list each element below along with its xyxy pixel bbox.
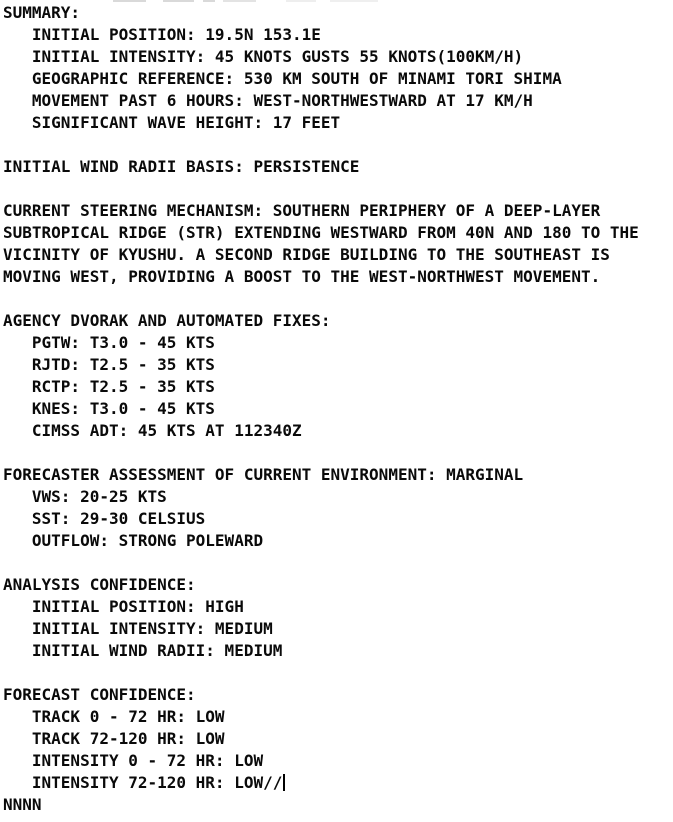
analysis-position-line: INITIAL POSITION: HIGH (3, 597, 244, 616)
steering-mechanism-line-2: SUBTROPICAL RIDGE (STR) EXTENDING WESTWARD FROM 40N AND 180 TO THE (3, 223, 639, 242)
intensity-72-120-text: INTENSITY 72-120 HR: LOW// (3, 773, 283, 792)
fixes-header-line: AGENCY DVORAK AND AUTOMATED FIXES: (3, 311, 331, 330)
initial-position-line: INITIAL POSITION: 19.5N 153.1E (3, 25, 321, 44)
environment-assessment-line: FORECASTER ASSESSMENT OF CURRENT ENVIRONMENT: MARGINAL (3, 465, 524, 484)
fix-rjtd-line: RJTD: T2.5 - 35 KTS (3, 355, 215, 374)
fix-cimss-line: CIMSS ADT: 45 KTS AT 112340Z (3, 421, 302, 440)
steering-mechanism-line-1: CURRENT STEERING MECHANISM: SOUTHERN PERIPHERY OF A DEEP-LAYER (3, 201, 601, 220)
sst-line: SST: 29-30 CELSIUS (3, 509, 206, 528)
blank-line (3, 442, 671, 464)
blank-line (3, 178, 671, 200)
analysis-confidence-header-line: ANALYSIS CONFIDENCE: (3, 575, 196, 594)
blank-line (3, 552, 671, 574)
fix-pgtw-line: PGTW: T3.0 - 45 KTS (3, 333, 215, 352)
fix-rctp-line: RCTP: T2.5 - 35 KTS (3, 377, 215, 396)
wave-height-line: SIGNIFICANT WAVE HEIGHT: 17 FEET (3, 113, 341, 132)
forecast-confidence-header-line: FORECAST CONFIDENCE: (3, 685, 196, 704)
analysis-wind-radii-line: INITIAL WIND RADII: MEDIUM (3, 641, 283, 660)
intensity-0-72-line: INTENSITY 0 - 72 HR: LOW (3, 751, 264, 770)
wind-radii-basis-line: INITIAL WIND RADII BASIS: PERSISTENCE (3, 157, 360, 176)
fix-knes-line: KNES: T3.0 - 45 KTS (3, 399, 215, 418)
track-0-72-line: TRACK 0 - 72 HR: LOW (3, 707, 225, 726)
blank-line (3, 662, 671, 684)
geographic-reference-line: GEOGRAPHIC REFERENCE: 530 KM SOUTH OF MINAMI TORI SHIMA (3, 69, 562, 88)
steering-mechanism-line-4: MOVING WEST, PROVIDING A BOOST TO THE WEST-NORTHWEST MOVEMENT. (3, 267, 601, 286)
text-cursor (283, 774, 285, 791)
blank-line (3, 288, 671, 310)
intensity-72-120-line (3, 772, 671, 794)
nnnn-terminator-line: NNNN (3, 795, 42, 814)
steering-mechanism-line-3: VICINITY OF KYUSHU. A SECOND RIDGE BUILDING TO THE SOUTHEAST IS (3, 245, 610, 264)
movement-line: MOVEMENT PAST 6 HOURS: WEST-NORTHWESTWARD AT 17 KM/H (3, 91, 533, 110)
analysis-intensity-line: INITIAL INTENSITY: MEDIUM (3, 619, 273, 638)
initial-intensity-line: INITIAL INTENSITY: 45 KNOTS GUSTS 55 KNOTS(100KM/H) (3, 47, 524, 66)
blank-line (3, 134, 671, 156)
summary-header-line: SUMMARY: (3, 3, 81, 22)
outflow-line: OUTFLOW: STRONG POLEWARD (3, 531, 264, 550)
vws-line: VWS: 20-25 KTS (3, 487, 167, 506)
track-72-120-line: TRACK 72-120 HR: LOW (3, 729, 225, 748)
bulletin-text-area[interactable] (3, 2, 671, 816)
